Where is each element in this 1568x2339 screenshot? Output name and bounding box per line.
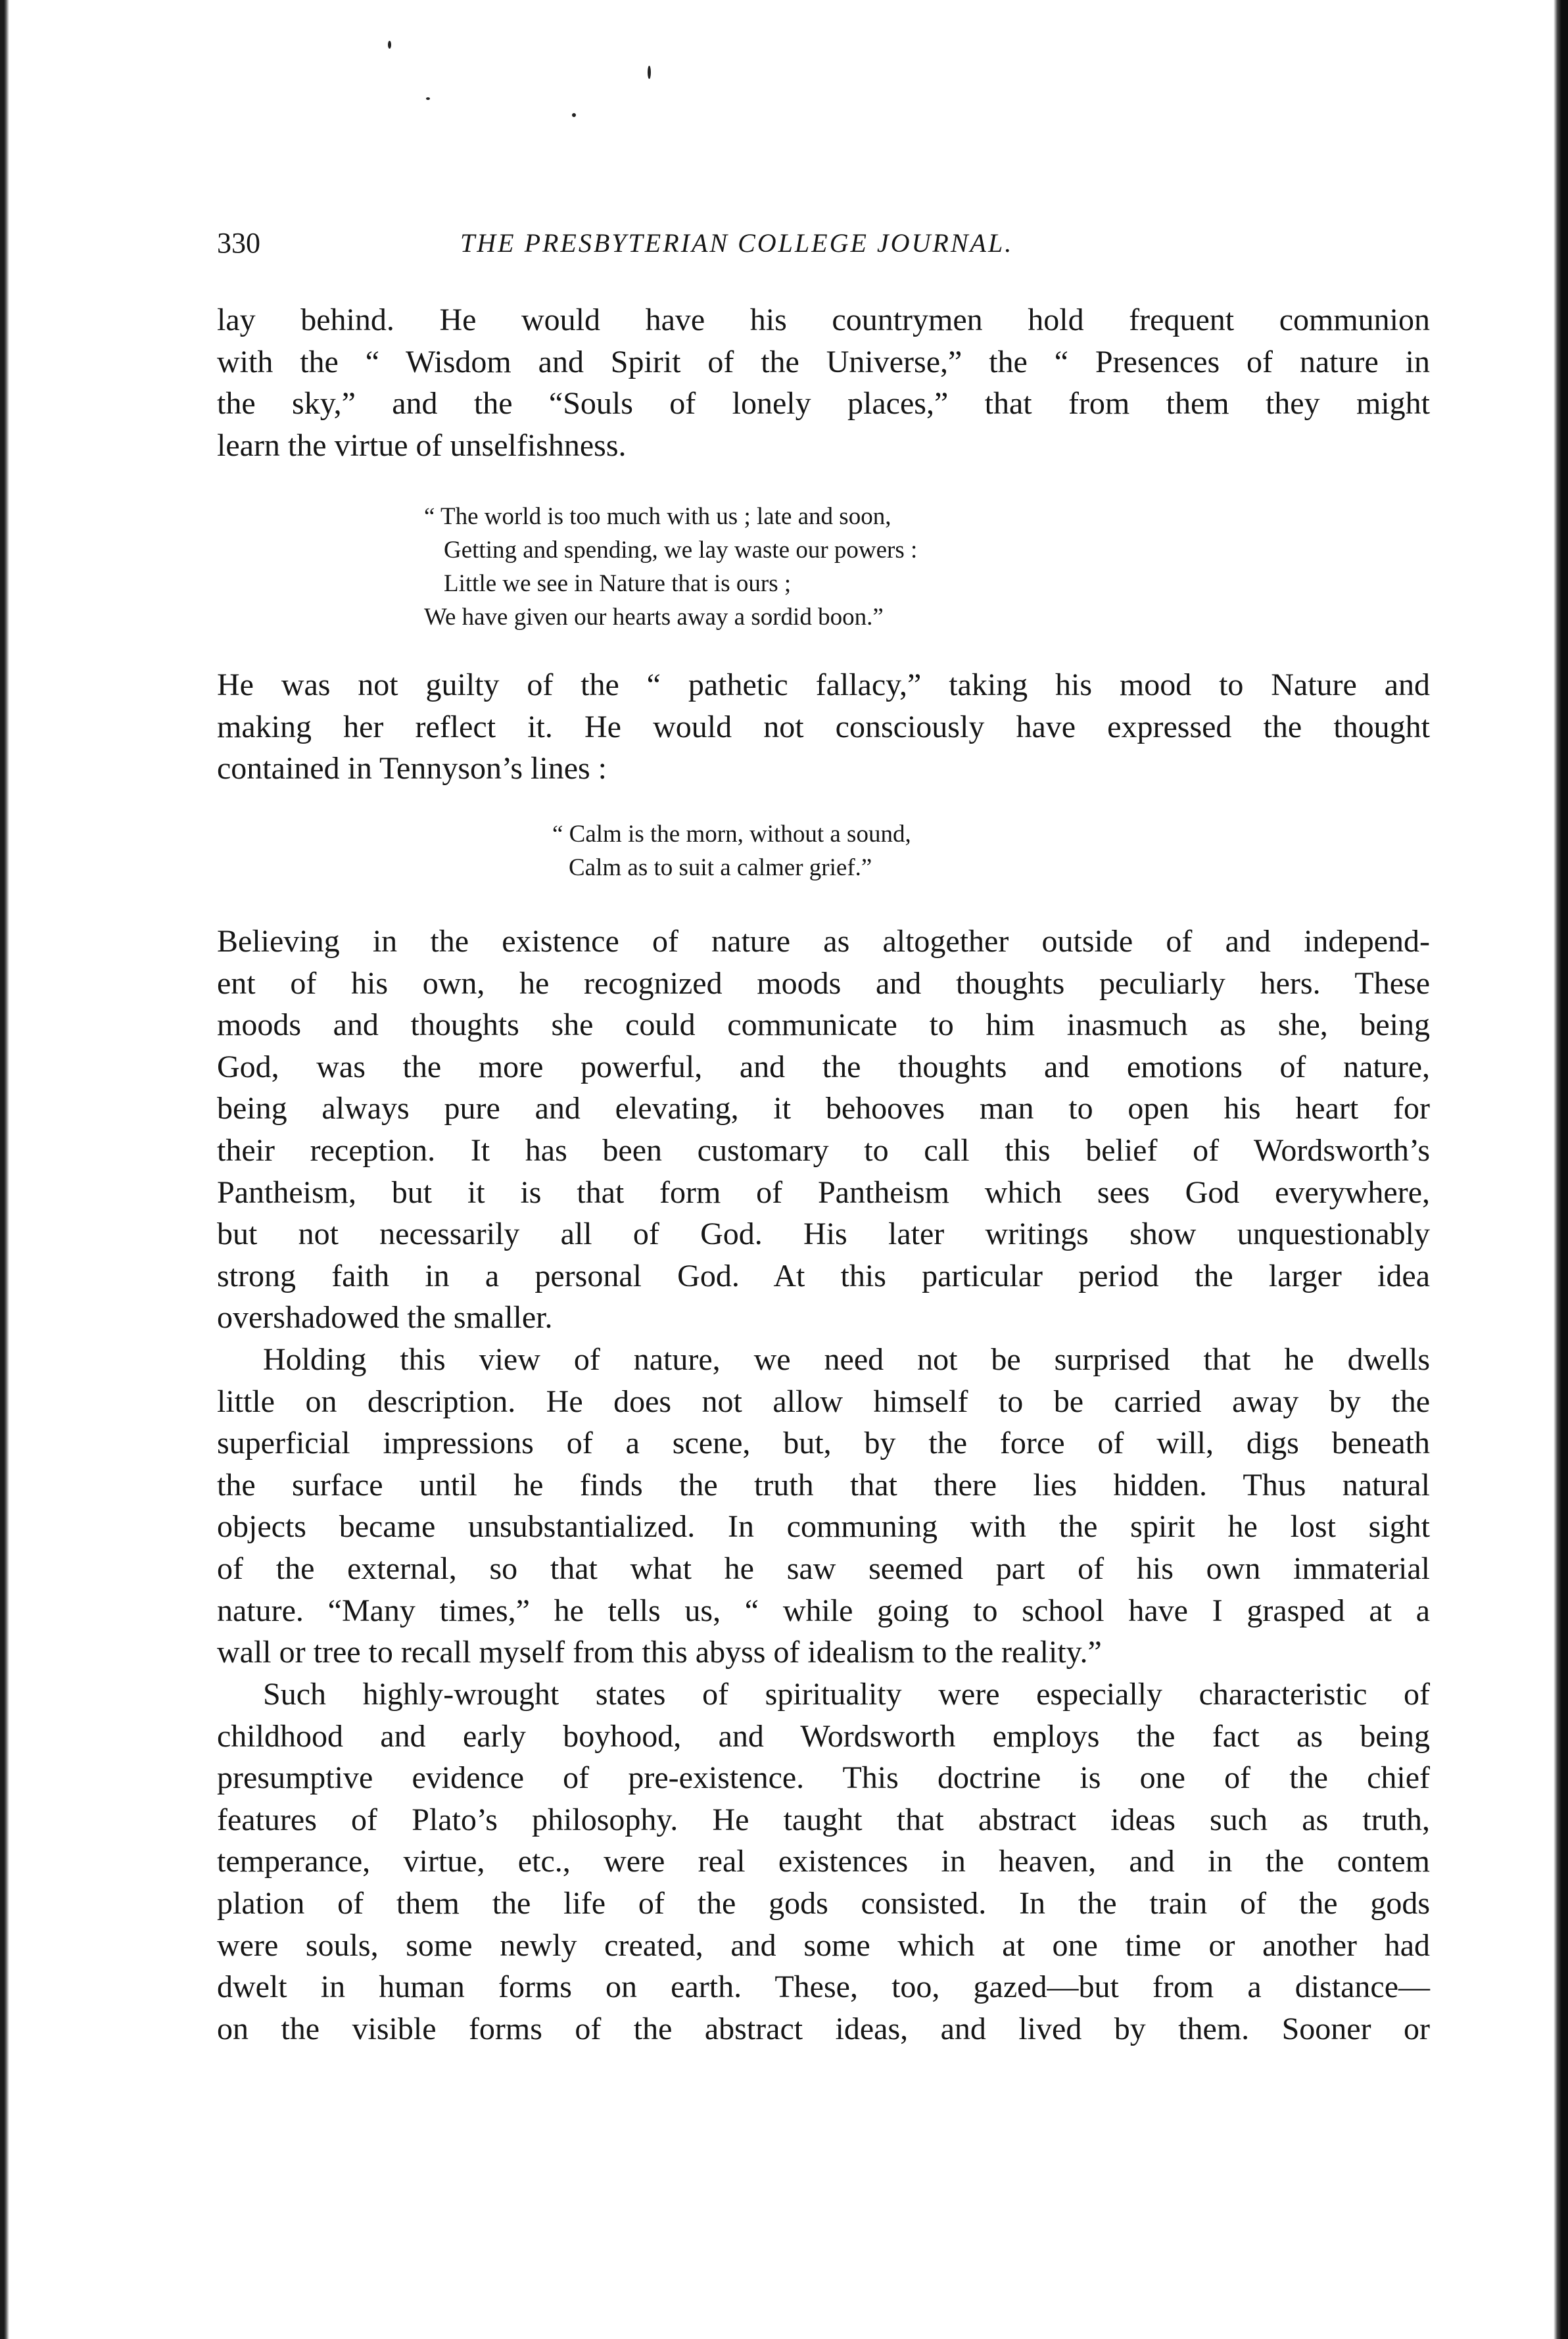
verse-line: “ Calm is the morn, without a sound, (552, 821, 911, 848)
scan-speck (388, 41, 391, 49)
verse-line: Little we see in Nature that is ours ; (444, 570, 792, 597)
text-line: strong faith in a personal God. At this particular period the larger idea (217, 1258, 1430, 1293)
text-line: were souls, some newly created, and some which at one time or another had (217, 1927, 1430, 1963)
text-line: ent of his own, he recognized moods and thoughts peculiarly hers. These (217, 965, 1430, 1001)
text-line: contained in Tennyson’s lines : (217, 751, 607, 786)
paragraph-4 (217, 1339, 1430, 1674)
text-line: Such highly-wrought states of spirituality were especially characteristic of (263, 1677, 1430, 1712)
text-line: wall or tree to recall myself from this abyss of idealism to the reality.” (217, 1635, 1102, 1670)
running-title: THE PRESBYTERIAN COLLEGE JOURNAL. (460, 228, 1014, 258)
text-line: learn the virtue of unselfishness. (217, 427, 627, 463)
verse-line: “ The world is too much with us ; late and soon, (424, 503, 891, 530)
text-line: childhood and early boyhood, and Wordsworth employs the fact as being (217, 1718, 1430, 1754)
text-line: little on description. He does not allow himself to be carried away by the (217, 1384, 1430, 1419)
scan-speck (426, 97, 430, 100)
verse-quote-1 (424, 500, 917, 634)
verse-line: Getting and spending, we lay waste our powers : (444, 537, 918, 564)
text-line: objects became unsubstantialized. In communing with the spirit he lost sight (217, 1509, 1430, 1545)
verse-quote-2 (552, 817, 911, 884)
text-line: temperance, virtue, etc., were real existences in heaven, and in the contem (217, 1844, 1430, 1879)
text-line: moods and thoughts she could communicate to him inasmuch as she, being (217, 1007, 1430, 1043)
text-line: of the external, so that what he saw seemed part of his own immaterial (217, 1551, 1430, 1586)
verse-line: Calm as to suit a calmer grief.” (569, 854, 872, 881)
paragraph-1 (217, 299, 1430, 466)
text-line: dwelt in human forms on earth. These, too, gazed—but from a distance— (217, 1969, 1430, 2005)
paragraph-5 (217, 1674, 1430, 2050)
running-header (217, 224, 1440, 263)
text-line: God, was the more powerful, and the thoughts and emotions of nature, (217, 1049, 1430, 1084)
text-line: nature. “Many times,” he tells us, “ while going to school have I grasped at a (217, 1593, 1430, 1628)
text-line: with the “ Wisdom and Spirit of the Universe,” the “ Presences of nature in (217, 344, 1430, 379)
text-line: Pantheism, but it is that form of Pantheism which sees God everywhere, (217, 1174, 1430, 1210)
scan-speck (572, 113, 576, 117)
text-line: making her reflect it. He would not consciously have expressed the thought (217, 709, 1430, 744)
text-line: but not necessarily all of God. His later writings show unquestionably (217, 1217, 1430, 1252)
paragraph-3 (217, 921, 1430, 1339)
scan-edge-right (1554, 0, 1568, 2339)
scan-speck (648, 66, 651, 79)
verse-line: We have given our hearts away a sordid boon.” (424, 604, 884, 631)
text-line: He was not guilty of the “ pathetic fallacy,” taking his mood to Nature and (217, 667, 1430, 702)
text-line: lay behind. He would have his countrymen hold frequent communion (217, 302, 1430, 337)
text-line: the surface until he finds the truth that there lies hidden. Thus natural (217, 1467, 1430, 1503)
text-line: plation of them the life of the gods consisted. In the train of the gods (217, 1885, 1430, 1921)
text-line: superficial impressions of a scene, but, by the force of will, digs beneath (217, 1426, 1430, 1461)
text-line: Believing in the existence of nature as altogether outside of and independ- (217, 924, 1430, 959)
paragraph-2 (217, 664, 1430, 790)
text-line: presumptive evidence of pre-existence. This doctrine is one of the chief (217, 1760, 1430, 1796)
scan-edge-left (0, 0, 9, 2339)
page-number: 330 (217, 227, 260, 259)
text-line: Holding this view of nature, we need not be surprised that he dwells (263, 1342, 1430, 1377)
text-line: the sky,” and the “Souls of lonely places,” that from them they might (217, 386, 1430, 422)
text-line: overshadowed the smaller. (217, 1300, 553, 1336)
text-line: their reception. It has been customary to call this belief of Wordsworth’s (217, 1132, 1430, 1168)
text-line: on the visible forms of the abstract ideas, and lived by them. Sooner or (217, 2011, 1430, 2046)
text-line: features of Plato’s philosophy. He taught that abstract ideas such as truth, (217, 1802, 1430, 1837)
text-line: being always pure and elevating, it behooves man to open his heart for (217, 1091, 1430, 1126)
